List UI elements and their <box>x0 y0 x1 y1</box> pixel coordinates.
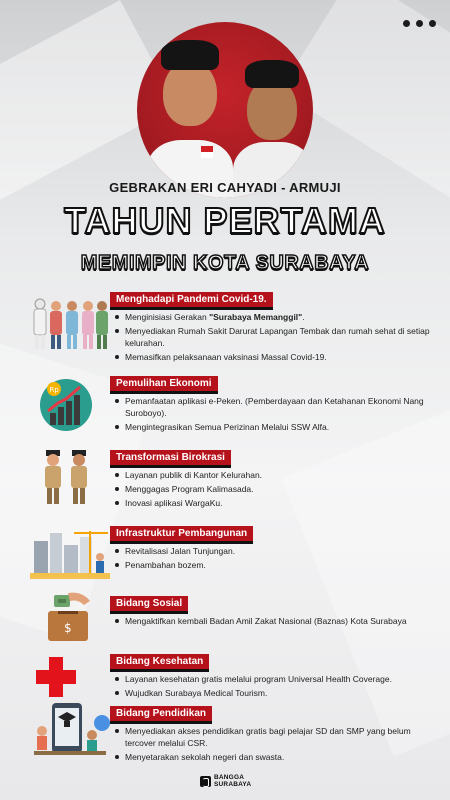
svg-text:Rp: Rp <box>49 386 59 394</box>
section-label: Bidang Pendidikan <box>110 706 212 724</box>
civil-servants-icon <box>40 448 92 506</box>
list-item: Memasifkan pelaksanaan vaksinasi Massal Covid-19. <box>114 351 436 363</box>
headline-subtitle: GEBRAKAN ERI CAHYADI - ARMUJI <box>109 180 341 195</box>
donation-box-icon <box>38 588 98 646</box>
list-item: Menyediakan Rumah Sakit Darurat Lapangan Tembak dan rumah sehat di setiap kelurahan. <box>114 325 436 349</box>
list-item: Menyediakan akses pendidikan gratis bagi pelajar SD dan SMP yang belum tercover melalui CSR. <box>114 725 436 749</box>
section-label: Pemulihan Ekonomi <box>110 376 218 394</box>
bangga-surabaya-logo <box>200 774 251 788</box>
list-item: Mengaktifkan kembali Badan Amil Zakat Nasional (Baznas) Kota Surabaya <box>114 615 436 627</box>
headline-title: TAHUN PERTAMA <box>64 200 386 241</box>
education-icon <box>30 700 110 758</box>
red-cross-icon <box>34 648 78 706</box>
list-item: Menginisiasi Gerakan "Surabaya Memanggil". <box>114 311 436 323</box>
background-facet <box>281 403 450 756</box>
list-item: Pemanfaatan aplikasi e-Peken. (Pemberdayaan dan Ketahanan Ekonomi Nang Suroboyo). <box>114 395 436 419</box>
more-options-icon[interactable] <box>403 20 436 27</box>
section-label: Bidang Kesehatan <box>110 654 209 672</box>
growth-chart-icon <box>36 376 96 434</box>
logo-line2: SURABAYA <box>214 781 252 788</box>
logo-mark-icon <box>200 776 211 787</box>
medical-workers-icon <box>30 294 110 352</box>
list-item: Revitalisasi Jalan Tunjungan. <box>114 545 436 557</box>
list-item: Wujudkan Surabaya Medical Tourism. <box>114 687 436 699</box>
section-label: Bidang Sosial <box>110 596 188 614</box>
construction-icon <box>30 524 110 582</box>
list-item: Layanan publik di Kantor Kelurahan. <box>114 469 436 481</box>
headline-title-line2: MEMIMPIN KOTA SURABAYA <box>80 252 370 274</box>
list-item: Inovasi aplikasi WargaKu. <box>114 497 436 509</box>
list-item: Menggagas Program Kalimasada. <box>114 483 436 495</box>
list-item: Penambahan bozem. <box>114 559 436 571</box>
section-label: Infrastruktur Pembangunan <box>110 526 253 544</box>
list-item: Menyetarakan sekolah negeri dan swasta. <box>114 751 436 763</box>
list-item: Mengintegrasikan Semua Perizinan Melalui SSW Alfa. <box>114 421 436 433</box>
svg-text:$: $ <box>64 621 72 635</box>
list-item: Layanan kesehatan gratis melalui program Universal Health Coverage. <box>114 673 436 685</box>
section-label: Transformasi Birokrasi <box>110 450 231 468</box>
leaders-photo <box>137 22 313 198</box>
section-label: Menghadapi Pandemi Covid-19. <box>110 292 273 310</box>
logo-line1: BANGGA <box>214 774 245 781</box>
